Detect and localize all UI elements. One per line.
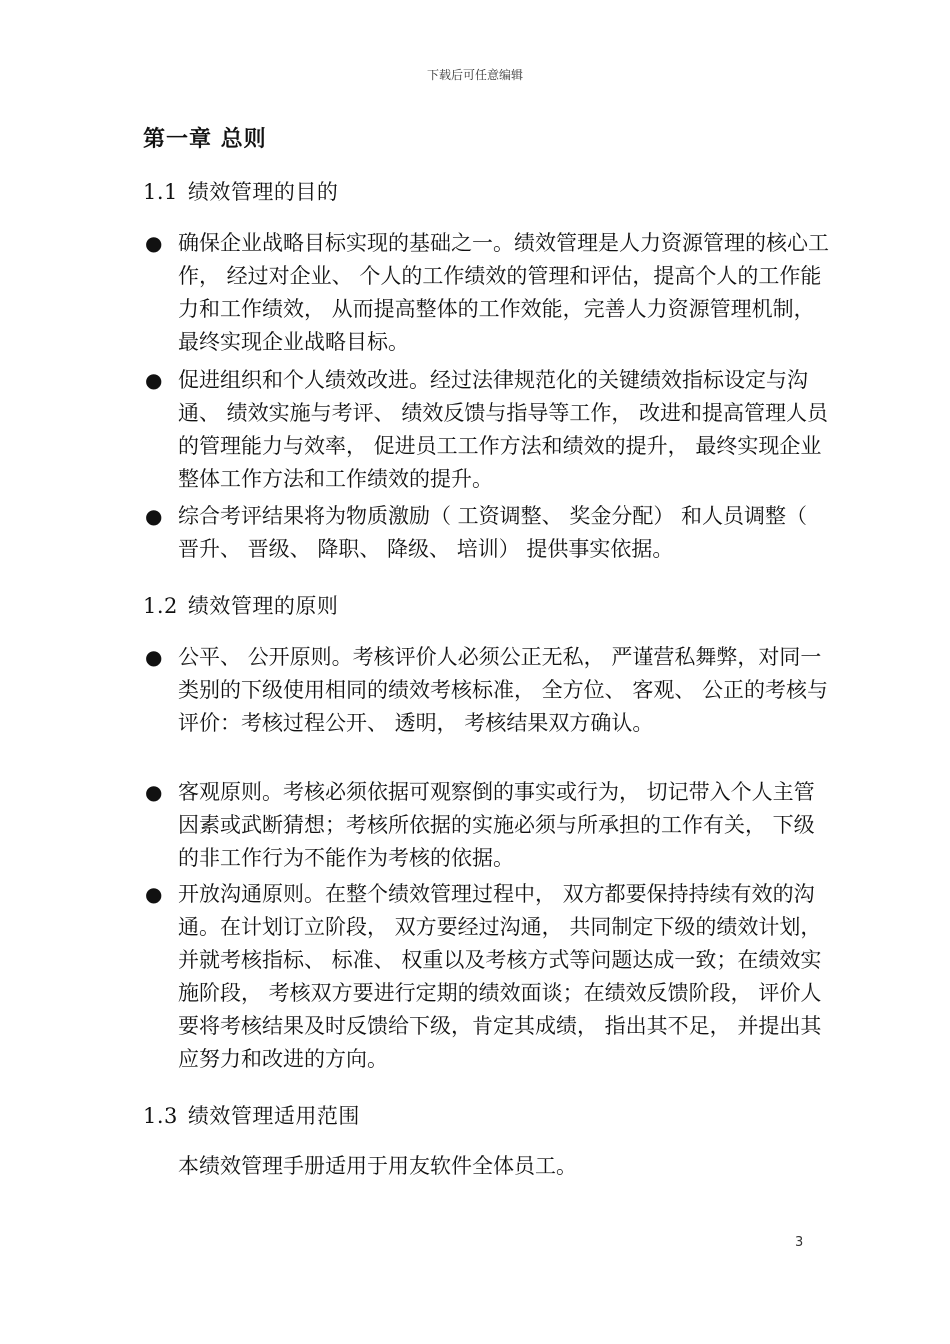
bullet-text: 客观原则。考核必须依据可观察倒的事实或行为， 切记带入个人主管因素或武断猜想；考核所依据的实施必须与所承担的工作有关， 下级的非工作行为不能作为考核的依据。	[178, 780, 815, 870]
section-heading-1-3	[143, 1100, 360, 1130]
page-number: 3	[795, 1235, 804, 1250]
section-paragraph: 本绩效管理手册适用于用友软件全体员工。	[178, 1154, 577, 1178]
bullet-item	[143, 500, 833, 566]
bullet-item	[143, 364, 833, 496]
section-heading-1-1	[143, 176, 338, 206]
bullet-icon: ●	[145, 231, 163, 255]
section-heading-1-2	[143, 590, 338, 620]
bullet-text: 公平、 公开原则。考核评价人必须公正无私， 严谨营私舞弊，对同一类别的下级使用相同的绩效考核标准， 全方位、 客观、 公正的考核与评价：考核过程公开、 透明， 考核结果双方确认。	[178, 645, 829, 735]
page-header: 下载后可任意编辑	[426, 68, 523, 82]
section-title: 绩效管理适用范围	[187, 1104, 360, 1128]
bullet-text: 综合考评结果将为物质激励（ 工资调整、 奖金分配） 和人员调整（ 晋升、 晋级、 降职、 降级、 培训） 提供事实依据。	[178, 504, 808, 561]
bullet-icon: ●	[145, 368, 163, 392]
bullet-item	[143, 641, 833, 740]
bullet-text: 开放沟通原则。在整个绩效管理过程中， 双方都要保持持续有效的沟通。在计划订立阶段， 双方要经过沟通， 共同制定下级的绩效计划， 并就考核指标、 标准、 权重以及考核方式等问题达成一致；在绩效实施阶段， 考核双方要进行定期的绩效面谈；在绩效反馈阶段， 评价人要将考核结果及时反馈给下级，肯定其成绩， 指出其不足， 并提出其应努力和改进的方向。	[178, 882, 822, 1071]
section-number: 1.1	[143, 180, 178, 204]
bullet-icon: ●	[145, 504, 163, 528]
bullet-icon: ●	[145, 780, 163, 804]
bullet-text: 确保企业战略目标实现的基础之一。绩效管理是人力资源管理的核心工作， 经过对企业、 个人的工作绩效的管理和评估，提高个人的工作能力和工作绩效， 从而提高整体的工作效能，完善人力资源管理机制， 最终实现企业战略目标。	[178, 231, 829, 354]
bullet-icon: ●	[145, 645, 163, 669]
section-number: 1.3	[143, 1104, 178, 1128]
section-title: 绩效管理的原则	[187, 594, 339, 618]
bullet-item	[143, 776, 833, 875]
chapter-title: 第一章 总则	[143, 127, 267, 152]
section-number: 1.2	[143, 594, 178, 618]
bullet-item	[143, 227, 833, 359]
bullet-icon: ●	[145, 882, 163, 906]
bullet-text: 促进组织和个人绩效改进。经过法律规范化的关键绩效指标设定与沟通、 绩效实施与考评、 绩效反馈与指导等工作， 改进和提高管理人员的管理能力与效率， 促进员工工作方法和绩效的提升， 最终实现企业整体工作方法和工作绩效的提升。	[178, 368, 829, 491]
bullet-item	[143, 878, 833, 1076]
section-title: 绩效管理的目的	[187, 180, 339, 204]
